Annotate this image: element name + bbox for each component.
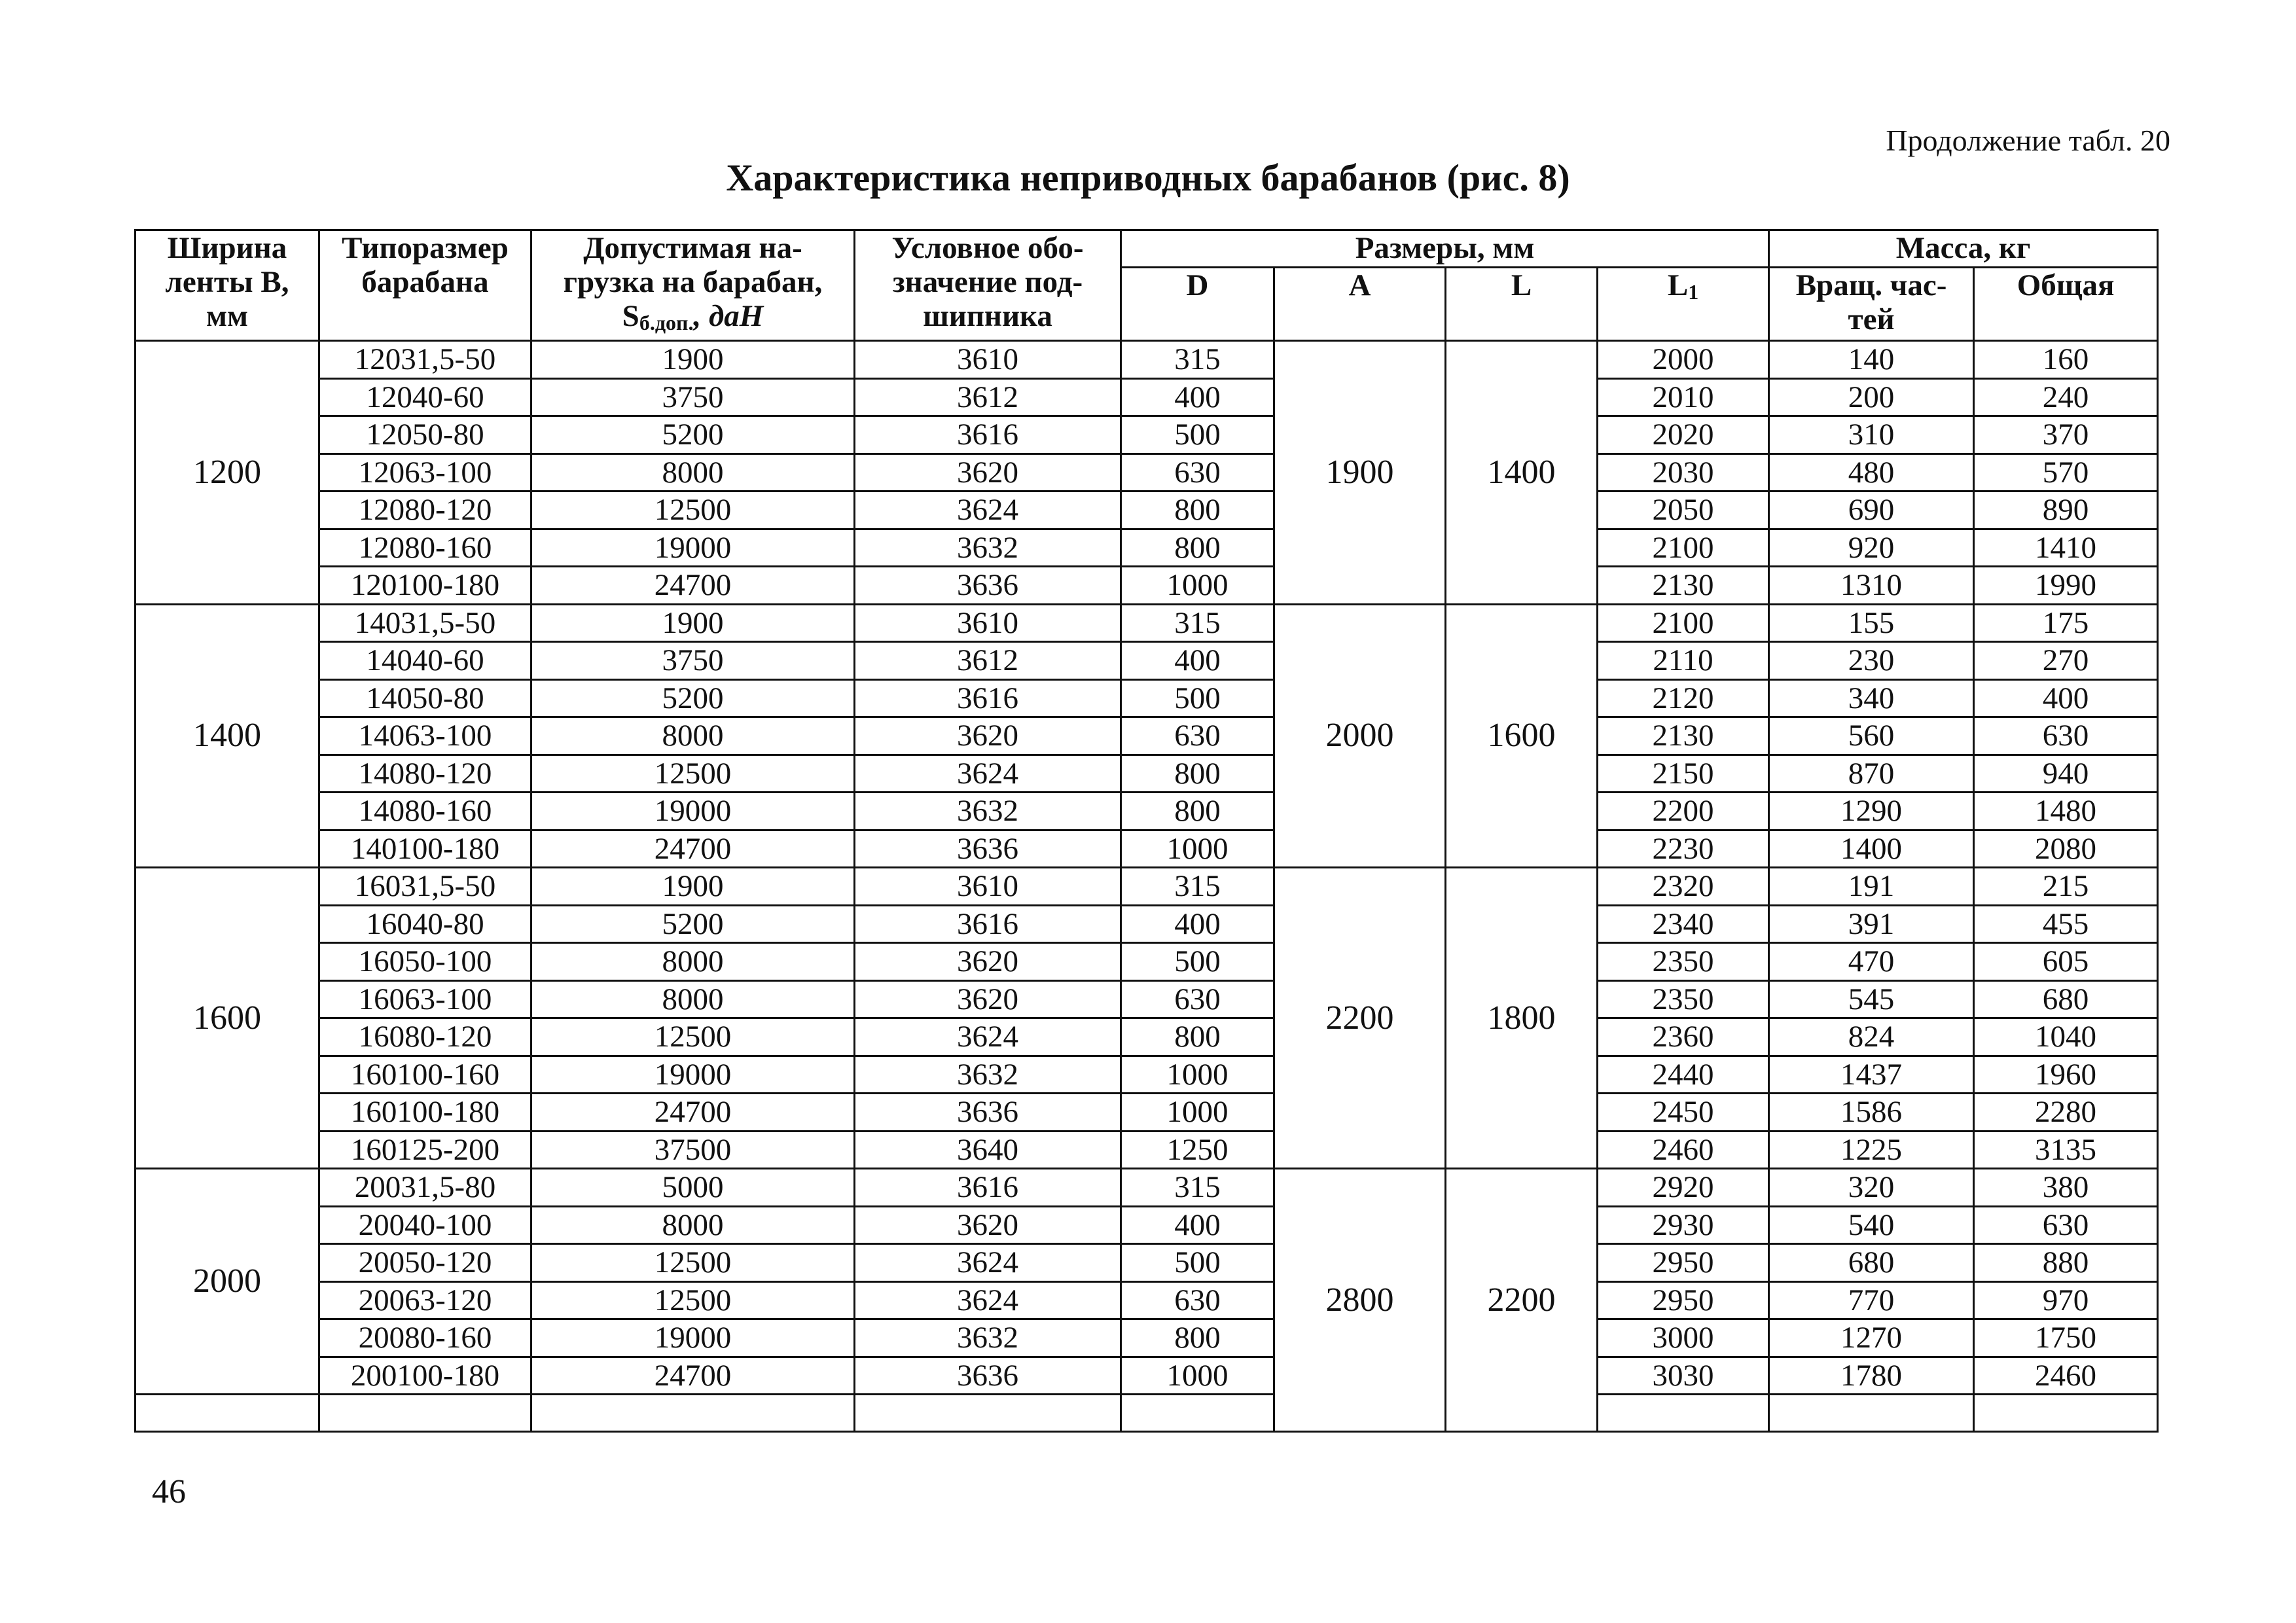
allowed-load-cell: 19000	[531, 1056, 855, 1094]
bearing-cell: 3632	[855, 529, 1121, 567]
table-row	[135, 567, 2158, 605]
dim-l1-cell: 2150	[1598, 755, 1769, 793]
dim-l-cell: 1600	[1446, 604, 1598, 868]
dim-l1-cell: 2920	[1598, 1169, 1769, 1207]
mass-rotating-cell: 1290	[1769, 793, 1974, 830]
bearing-cell: 3624	[855, 755, 1121, 793]
dim-d-cell: 630	[1121, 980, 1274, 1018]
table-row	[135, 416, 2158, 454]
mass-total-cell: 1990	[1974, 567, 2158, 605]
dim-l1-cell: 2230	[1598, 830, 1769, 868]
bearing-cell: 3620	[855, 454, 1121, 491]
allowed-load-cell: 19000	[531, 793, 855, 830]
mass-total-cell: 880	[1974, 1244, 2158, 1282]
header-dim-d: D	[1121, 268, 1274, 341]
table-row	[135, 793, 2158, 830]
bearing-cell: 3612	[855, 378, 1121, 416]
dim-d-cell: 1000	[1121, 567, 1274, 605]
mass-total-cell: 890	[1974, 491, 2158, 529]
bearing-cell: 3636	[855, 1357, 1121, 1395]
dim-l1-cell: 2930	[1598, 1206, 1769, 1244]
dim-d-cell: 800	[1121, 529, 1274, 567]
table-row	[135, 868, 2158, 906]
mass-total-cell: 270	[1974, 642, 2158, 680]
bearing-cell: 3624	[855, 1281, 1121, 1319]
bearing-cell: 3636	[855, 830, 1121, 868]
mass-rotating-cell: 340	[1769, 679, 1974, 717]
dim-d-cell: 800	[1121, 491, 1274, 529]
dim-l1-cell: 2050	[1598, 491, 1769, 529]
drum-size-cell: 12031,5-50	[319, 341, 531, 379]
dim-a-cell: 1900	[1274, 341, 1446, 605]
table-row	[135, 980, 2158, 1018]
table-row	[135, 679, 2158, 717]
mass-rotating-cell: 1225	[1769, 1131, 1974, 1169]
drum-size-cell: 14040-60	[319, 642, 531, 680]
allowed-load-cell: 12500	[531, 755, 855, 793]
header-allowed-load: Допустимая на- грузка на барабан, Sб.доп., даН	[531, 230, 855, 341]
table-row	[135, 1169, 2158, 1207]
mass-total-cell: 1750	[1974, 1319, 2158, 1357]
mass-total-cell: 970	[1974, 1281, 2158, 1319]
mass-total-cell: 160	[1974, 341, 2158, 379]
mass-rotating-cell: 230	[1769, 642, 1974, 680]
table-row	[135, 905, 2158, 943]
bearing-cell: 3640	[855, 1131, 1121, 1169]
mass-total-cell: 1960	[1974, 1056, 2158, 1094]
drum-size-cell: 14050-80	[319, 679, 531, 717]
header-drum-size: Типоразмер барабана	[319, 230, 531, 341]
dim-d-cell: 1000	[1121, 830, 1274, 868]
belt-width-cell: 1400	[135, 604, 319, 868]
table-row	[135, 1056, 2158, 1094]
dim-d-cell: 800	[1121, 1319, 1274, 1357]
dim-d-cell: 400	[1121, 378, 1274, 416]
bearing-cell: 3632	[855, 1056, 1121, 1094]
allowed-load-cell: 24700	[531, 830, 855, 868]
drum-size-cell: 12080-160	[319, 529, 531, 567]
table-row	[135, 1244, 2158, 1282]
mass-rotating-cell: 155	[1769, 604, 1974, 642]
mass-rotating-cell: 1310	[1769, 567, 1974, 605]
table-row	[135, 943, 2158, 981]
drum-size-cell: 12040-60	[319, 378, 531, 416]
bearing-cell: 3632	[855, 793, 1121, 830]
header-mass-rotating: Вращ. час- тей	[1769, 268, 1974, 341]
allowed-load-cell: 24700	[531, 1357, 855, 1395]
mass-rotating-cell: 680	[1769, 1244, 1974, 1282]
table-row	[135, 1094, 2158, 1132]
dim-d-cell: 800	[1121, 793, 1274, 830]
bearing-cell: 3610	[855, 868, 1121, 906]
dim-d-cell: 400	[1121, 905, 1274, 943]
allowed-load-cell: 1900	[531, 341, 855, 379]
dim-d-cell: 1250	[1121, 1131, 1274, 1169]
mass-rotating-cell: 690	[1769, 491, 1974, 529]
drum-size-cell: 14080-160	[319, 793, 531, 830]
dim-d-cell: 1000	[1121, 1094, 1274, 1132]
mass-rotating-cell: 1437	[1769, 1056, 1974, 1094]
dim-l1-cell: 2130	[1598, 567, 1769, 605]
mass-rotating-cell: 560	[1769, 717, 1974, 755]
table-row	[135, 1357, 2158, 1395]
allowed-load-cell: 8000	[531, 980, 855, 1018]
mass-total-cell: 630	[1974, 717, 2158, 755]
table-row	[135, 604, 2158, 642]
dim-l1-cell	[1598, 1395, 1769, 1432]
mass-rotating-cell: 540	[1769, 1206, 1974, 1244]
dim-l1-cell: 2000	[1598, 341, 1769, 379]
mass-total-cell: 400	[1974, 679, 2158, 717]
belt-width-cell: 1600	[135, 868, 319, 1169]
mass-rotating-cell: 310	[1769, 416, 1974, 454]
drum-size-cell: 200100-180	[319, 1357, 531, 1395]
mass-total-cell: 2280	[1974, 1094, 2158, 1132]
table-row	[135, 830, 2158, 868]
bearing-cell: 3610	[855, 604, 1121, 642]
header-dim-l: L	[1446, 268, 1598, 341]
dim-d-cell: 800	[1121, 1018, 1274, 1056]
mass-total-cell: 215	[1974, 868, 2158, 906]
drum-size-cell: 16050-100	[319, 943, 531, 981]
dim-a-cell: 2800	[1274, 1169, 1446, 1432]
allowed-load-cell: 19000	[531, 529, 855, 567]
table-row	[135, 1131, 2158, 1169]
header-mass-total: Общая	[1974, 268, 2158, 341]
mass-rotating-cell: 1270	[1769, 1319, 1974, 1357]
header-bearing: Условное обо- значение под- шипника	[855, 230, 1121, 341]
dim-d-cell: 630	[1121, 717, 1274, 755]
allowed-load-cell: 5200	[531, 416, 855, 454]
drum-size-cell: 140100-180	[319, 830, 531, 868]
dim-l1-cell: 2010	[1598, 378, 1769, 416]
table-row	[135, 529, 2158, 567]
dim-l1-cell: 2350	[1598, 943, 1769, 981]
drum-size-cell: 16063-100	[319, 980, 531, 1018]
mass-rotating-cell: 140	[1769, 341, 1974, 379]
table-row	[135, 1018, 2158, 1056]
dim-d-cell: 630	[1121, 454, 1274, 491]
drum-size-cell: 14031,5-50	[319, 604, 531, 642]
allowed-load-cell: 3750	[531, 642, 855, 680]
dim-d-cell: 315	[1121, 604, 1274, 642]
allowed-load-cell: 8000	[531, 1206, 855, 1244]
dim-l1-cell: 2950	[1598, 1281, 1769, 1319]
mass-rotating-cell: 1400	[1769, 830, 1974, 868]
mass-rotating-cell: 200	[1769, 378, 1974, 416]
dim-l1-cell: 2460	[1598, 1131, 1769, 1169]
drum-size-cell: 16040-80	[319, 905, 531, 943]
table-row	[135, 341, 2158, 379]
dim-l1-cell: 2100	[1598, 604, 1769, 642]
belt-width-cell	[135, 1395, 319, 1432]
table-row	[135, 491, 2158, 529]
bearing-cell: 3624	[855, 1244, 1121, 1282]
drum-size-cell: 12063-100	[319, 454, 531, 491]
drums-table-body	[135, 341, 2158, 1432]
dim-d-cell: 1000	[1121, 1357, 1274, 1395]
mass-total-cell: 1480	[1974, 793, 2158, 830]
bearing-cell: 3616	[855, 416, 1121, 454]
mass-total-cell: 3135	[1974, 1131, 2158, 1169]
mass-rotating-cell: 470	[1769, 943, 1974, 981]
mass-rotating-cell: 920	[1769, 529, 1974, 567]
belt-width-cell: 2000	[135, 1169, 319, 1395]
bearing-cell: 3610	[855, 341, 1121, 379]
table-row	[135, 378, 2158, 416]
dim-l1-cell: 2110	[1598, 642, 1769, 680]
dim-l1-cell: 2360	[1598, 1018, 1769, 1056]
dim-l1-cell: 2200	[1598, 793, 1769, 830]
dim-a-cell: 2000	[1274, 604, 1446, 868]
belt-width-cell: 1200	[135, 341, 319, 605]
mass-rotating-cell: 770	[1769, 1281, 1974, 1319]
table-row-blank	[135, 1395, 2158, 1432]
allowed-load-cell: 1900	[531, 868, 855, 906]
dim-l-cell: 2200	[1446, 1169, 1598, 1432]
dim-d-cell	[1121, 1395, 1274, 1432]
bearing-cell: 3624	[855, 1018, 1121, 1056]
drum-size-cell: 16031,5-50	[319, 868, 531, 906]
dim-l-cell: 1400	[1446, 341, 1598, 605]
dim-l1-cell: 2020	[1598, 416, 1769, 454]
bearing-cell: 3620	[855, 980, 1121, 1018]
mass-total-cell: 605	[1974, 943, 2158, 981]
allowed-load-cell: 12500	[531, 1244, 855, 1282]
mass-rotating-cell: 545	[1769, 980, 1974, 1018]
mass-rotating-cell: 480	[1769, 454, 1974, 491]
table-row	[135, 1206, 2158, 1244]
header-dim-a: A	[1274, 268, 1446, 341]
drum-size-cell: 20050-120	[319, 1244, 531, 1282]
drum-size-cell: 14063-100	[319, 717, 531, 755]
dim-d-cell: 500	[1121, 679, 1274, 717]
dim-l1-cell: 2950	[1598, 1244, 1769, 1282]
mass-total-cell: 240	[1974, 378, 2158, 416]
dim-l1-cell: 2130	[1598, 717, 1769, 755]
bearing-cell: 3636	[855, 567, 1121, 605]
drum-size-cell: 14080-120	[319, 755, 531, 793]
allowed-load-cell: 19000	[531, 1319, 855, 1357]
mass-total-cell: 940	[1974, 755, 2158, 793]
allowed-load-cell: 8000	[531, 943, 855, 981]
dim-l1-cell: 2340	[1598, 905, 1769, 943]
bearing-cell: 3620	[855, 1206, 1121, 1244]
mass-total-cell: 175	[1974, 604, 2158, 642]
dim-d-cell: 315	[1121, 1169, 1274, 1207]
allowed-load-cell: 5200	[531, 905, 855, 943]
dim-d-cell: 500	[1121, 943, 1274, 981]
header-belt-width: Ширина ленты B, мм	[135, 230, 319, 341]
drum-size-cell: 120100-180	[319, 567, 531, 605]
mass-total-cell	[1974, 1395, 2158, 1432]
allowed-load-cell: 5200	[531, 679, 855, 717]
mass-rotating-cell	[1769, 1395, 1974, 1432]
mass-total-cell: 1410	[1974, 529, 2158, 567]
mass-rotating-cell: 824	[1769, 1018, 1974, 1056]
dim-l1-cell: 2320	[1598, 868, 1769, 906]
mass-total-cell: 630	[1974, 1206, 2158, 1244]
mass-total-cell: 2460	[1974, 1357, 2158, 1395]
mass-rotating-cell: 1586	[1769, 1094, 1974, 1132]
drum-size-cell: 160125-200	[319, 1131, 531, 1169]
dim-d-cell: 500	[1121, 1244, 1274, 1282]
drum-size-cell: 160100-160	[319, 1056, 531, 1094]
dim-d-cell: 630	[1121, 1281, 1274, 1319]
dim-l1-cell: 2440	[1598, 1056, 1769, 1094]
allowed-load-cell: 12500	[531, 1281, 855, 1319]
table-row	[135, 454, 2158, 491]
table-row	[135, 1319, 2158, 1357]
allowed-load-cell: 24700	[531, 567, 855, 605]
dim-d-cell: 1000	[1121, 1056, 1274, 1094]
bearing-cell: 3616	[855, 1169, 1121, 1207]
page-number: 46	[152, 1473, 186, 1510]
dim-d-cell: 315	[1121, 868, 1274, 906]
bearing-cell	[855, 1395, 1121, 1432]
mass-rotating-cell: 191	[1769, 868, 1974, 906]
dim-d-cell: 400	[1121, 642, 1274, 680]
dim-d-cell: 500	[1121, 416, 1274, 454]
mass-rotating-cell: 320	[1769, 1169, 1974, 1207]
dim-l1-cell: 2030	[1598, 454, 1769, 491]
header-dimensions: Размеры, мм	[1121, 230, 1769, 268]
allowed-load-cell: 8000	[531, 454, 855, 491]
allowed-load-cell: 5000	[531, 1169, 855, 1207]
mass-total-cell: 2080	[1974, 830, 2158, 868]
allowed-load-cell	[531, 1395, 855, 1432]
table-title: Характеристика неприводных барабанов (рис. 8)	[726, 156, 1570, 199]
table-row	[135, 717, 2158, 755]
mass-total-cell: 380	[1974, 1169, 2158, 1207]
drum-size-cell	[319, 1395, 531, 1432]
table-continuation-label: Продолжение табл. 20	[1886, 124, 2170, 157]
drum-size-cell: 12050-80	[319, 416, 531, 454]
dim-l-cell: 1800	[1446, 868, 1598, 1169]
mass-total-cell: 370	[1974, 416, 2158, 454]
bearing-cell: 3616	[855, 905, 1121, 943]
mass-total-cell: 455	[1974, 905, 2158, 943]
dim-a-cell: 2200	[1274, 868, 1446, 1169]
dim-l1-cell: 2450	[1598, 1094, 1769, 1132]
allowed-load-cell: 8000	[531, 717, 855, 755]
bearing-cell: 3632	[855, 1319, 1121, 1357]
dim-l1-cell: 3030	[1598, 1357, 1769, 1395]
drum-size-cell: 20031,5-80	[319, 1169, 531, 1207]
table-row	[135, 1281, 2158, 1319]
mass-rotating-cell: 391	[1769, 905, 1974, 943]
drum-size-cell: 160100-180	[319, 1094, 531, 1132]
dim-l1-cell: 3000	[1598, 1319, 1769, 1357]
dim-l1-cell: 2350	[1598, 980, 1769, 1018]
drum-size-cell: 20063-120	[319, 1281, 531, 1319]
dim-l1-cell: 2120	[1598, 679, 1769, 717]
dim-d-cell: 800	[1121, 755, 1274, 793]
header-mass: Масса, кг	[1769, 230, 2158, 268]
table-row	[135, 755, 2158, 793]
allowed-load-cell: 1900	[531, 604, 855, 642]
dim-l1-cell: 2100	[1598, 529, 1769, 567]
drum-size-cell: 16080-120	[319, 1018, 531, 1056]
allowed-load-cell: 37500	[531, 1131, 855, 1169]
allowed-load-cell: 12500	[531, 1018, 855, 1056]
bearing-cell: 3620	[855, 717, 1121, 755]
allowed-load-cell: 12500	[531, 491, 855, 529]
drums-table	[134, 229, 2159, 1433]
bearing-cell: 3624	[855, 491, 1121, 529]
mass-total-cell: 1040	[1974, 1018, 2158, 1056]
dim-d-cell: 315	[1121, 341, 1274, 379]
bearing-cell: 3612	[855, 642, 1121, 680]
bearing-cell: 3636	[855, 1094, 1121, 1132]
drum-size-cell: 12080-120	[319, 491, 531, 529]
mass-rotating-cell: 870	[1769, 755, 1974, 793]
allowed-load-cell: 24700	[531, 1094, 855, 1132]
mass-total-cell: 570	[1974, 454, 2158, 491]
mass-rotating-cell: 1780	[1769, 1357, 1974, 1395]
dim-d-cell: 400	[1121, 1206, 1274, 1244]
drum-size-cell: 20040-100	[319, 1206, 531, 1244]
drum-size-cell: 20080-160	[319, 1319, 531, 1357]
allowed-load-cell: 3750	[531, 378, 855, 416]
bearing-cell: 3620	[855, 943, 1121, 981]
mass-total-cell: 680	[1974, 980, 2158, 1018]
bearing-cell: 3616	[855, 679, 1121, 717]
header-dim-l1: L1	[1598, 268, 1769, 341]
table-row	[135, 642, 2158, 680]
